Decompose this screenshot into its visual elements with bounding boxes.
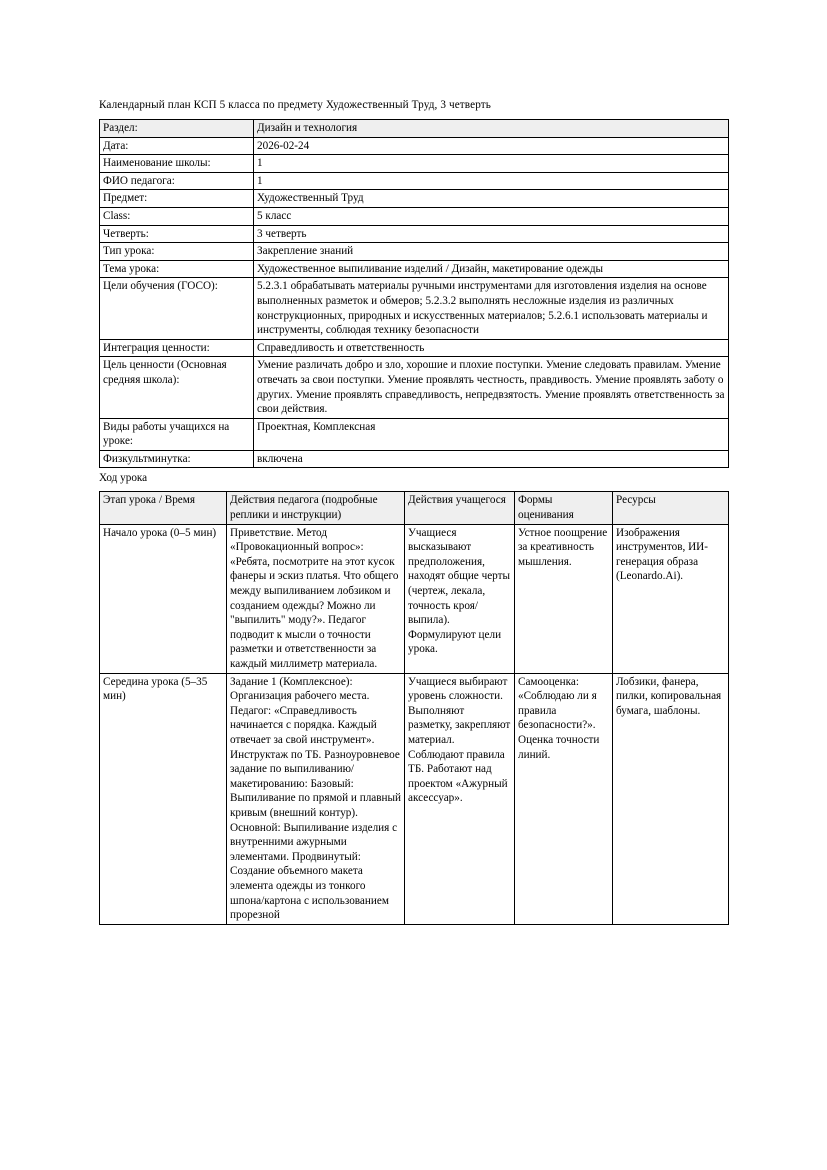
table-row xyxy=(100,120,729,138)
info-label-lesson-type: Тип урока: xyxy=(100,243,254,261)
info-value-value-integration: Справедливость и ответственность xyxy=(254,339,729,357)
column-header-resources: Ресурсы xyxy=(613,492,729,524)
info-label-lesson-topic: Тема урока: xyxy=(100,260,254,278)
lesson-flow-body xyxy=(100,524,729,924)
info-value-section: Дизайн и технология xyxy=(254,120,729,138)
info-label-quarter: Четверть: xyxy=(100,225,254,243)
info-value-work-types: Проектная, Комплексная xyxy=(254,418,729,450)
table-row xyxy=(100,278,729,339)
cell-resources-middle: Лобзики, фанера, пилки, копировальная бумага, шаблоны. xyxy=(613,673,729,924)
column-header-assessment-forms: Формы оценивания xyxy=(515,492,613,524)
info-value-quarter: 3 четверть xyxy=(254,225,729,243)
info-label-class: Class: xyxy=(100,207,254,225)
info-value-learning-objectives: 5.2.3.1 обрабатывать материалы ручными инструментами для изготовления изделия на основе выполненных разметок и обмеров; 5.2.3.2 выполнять несложные изделия из различных конструкционных, природных и искусственных материалов; 5.2.6.1 использовать материалы и инструменты, соблюдая технику безопасности xyxy=(254,278,729,339)
cell-student-middle: Учащиеся выбирают уровень сложности. Выполняют разметку, закрепляют материал. Соблюдают правила ТБ. Работают над проектом «Ажурный аксессуар». xyxy=(405,673,515,924)
column-header-student-actions: Действия учащегося xyxy=(405,492,515,524)
info-value-lesson-type: Закрепление знаний xyxy=(254,243,729,261)
info-value-lesson-topic: Художественное выпиливание изделий / Дизайн, макетирование одежды xyxy=(254,260,729,278)
info-label-learning-objectives: Цели обучения (ГОСО): xyxy=(100,278,254,339)
table-row xyxy=(100,357,729,418)
page-title: Календарный план КСП 5 класса по предмету Художественный Труд, 3 четверть xyxy=(99,99,491,111)
table-row xyxy=(100,450,729,468)
info-label-value-integration: Интеграция ценности: xyxy=(100,339,254,357)
lesson-info-table xyxy=(99,119,729,468)
info-label-school: Наименование школы: xyxy=(100,155,254,173)
info-label-work-types: Виды работы учащихся на уроке: xyxy=(100,418,254,450)
info-value-teacher: 1 xyxy=(254,172,729,190)
table-row xyxy=(100,418,729,450)
lesson-flow-heading: Ход урока xyxy=(99,472,148,485)
table-row xyxy=(100,190,729,208)
table-row xyxy=(100,155,729,173)
document-content xyxy=(99,98,728,925)
table-row xyxy=(100,524,729,673)
info-value-physical-break: включена xyxy=(254,450,729,468)
info-value-date: 2026-02-24 xyxy=(254,137,729,155)
info-label-teacher: ФИО педагога: xyxy=(100,172,254,190)
cell-teacher-middle: Задание 1 (Комплексное): Организация рабочего места. Педагог: «Справедливость начинается с порядка. Каждый отвечает за свой инструмент». Инструктаж по ТБ. Разноуровневое задание по выпиливанию/макетированию: Базовый: Выпиливание по прямой и плавный кривым (внешний контур). Основной: Выпиливание изделия с внутренними ажурными элементами. Продвинутый: Создание объемного макета элемента одежды из тонкого шпона/картона с использованием прорезной xyxy=(227,673,405,924)
cell-resources-start: Изображения инструментов, ИИ-генерация образа (Leonardo.Ai). xyxy=(613,524,729,673)
cell-student-start: Учащиеся высказывают предположения, находят общие черты (чертеж, лекала, точность кроя/выпила). Формулируют цели урока. xyxy=(405,524,515,673)
table-row xyxy=(100,673,729,924)
column-header-stage: Этап урока / Время xyxy=(100,492,227,524)
column-header-teacher-actions: Действия педагога (подробные реплики и инструкции) xyxy=(227,492,405,524)
table-row xyxy=(100,137,729,155)
info-label-section: Раздел: xyxy=(100,120,254,138)
cell-teacher-start: Приветствие. Метод «Провокационный вопрос»: «Ребята, посмотрите на этот кусок фанеры и эскиз платья. Что общего между выпиливанием лобзиком и созданием одежды? Можно ли "выпилить" моду?». Педагог подводит к мысли о точности разметки и ответственности за каждый миллиметр материала. xyxy=(227,524,405,673)
lesson-flow-head xyxy=(100,492,729,524)
info-value-class: 5 класс xyxy=(254,207,729,225)
cell-assessment-start: Устное поощрение за креативность мышления. xyxy=(515,524,613,673)
table-row xyxy=(100,339,729,357)
lesson-info-body xyxy=(100,120,729,468)
table-row xyxy=(100,260,729,278)
cell-assessment-middle: Самооценка: «Соблюдаю ли я правила безопасности?». Оценка точности линий. xyxy=(515,673,613,924)
table-row xyxy=(100,243,729,261)
lesson-flow-table xyxy=(99,491,729,924)
info-label-physical-break: Физкультминутка: xyxy=(100,450,254,468)
info-value-subject: Художественный Труд xyxy=(254,190,729,208)
info-label-date: Дата: xyxy=(100,137,254,155)
cell-stage-start: Начало урока (0–5 мин) xyxy=(100,524,227,673)
info-label-value-goal: Цель ценности (Основная средняя школа): xyxy=(100,357,254,418)
table-row xyxy=(100,172,729,190)
table-row xyxy=(100,207,729,225)
cell-stage-middle: Середина урока (5–35 мин) xyxy=(100,673,227,924)
info-value-school: 1 xyxy=(254,155,729,173)
info-value-value-goal: Умение различать добро и зло, хорошие и плохие поступки. Умение следовать правилам. Умение отвечать за свои поступки. Умение проявлять честность, правдивость. Умение проявлять заботу о других. Умение проявлять справедливость, непредвзятость. Умение проявлять ответственность за свои действия. xyxy=(254,357,729,418)
table-row xyxy=(100,225,729,243)
info-label-subject: Предмет: xyxy=(100,190,254,208)
table-header-row xyxy=(100,492,729,524)
